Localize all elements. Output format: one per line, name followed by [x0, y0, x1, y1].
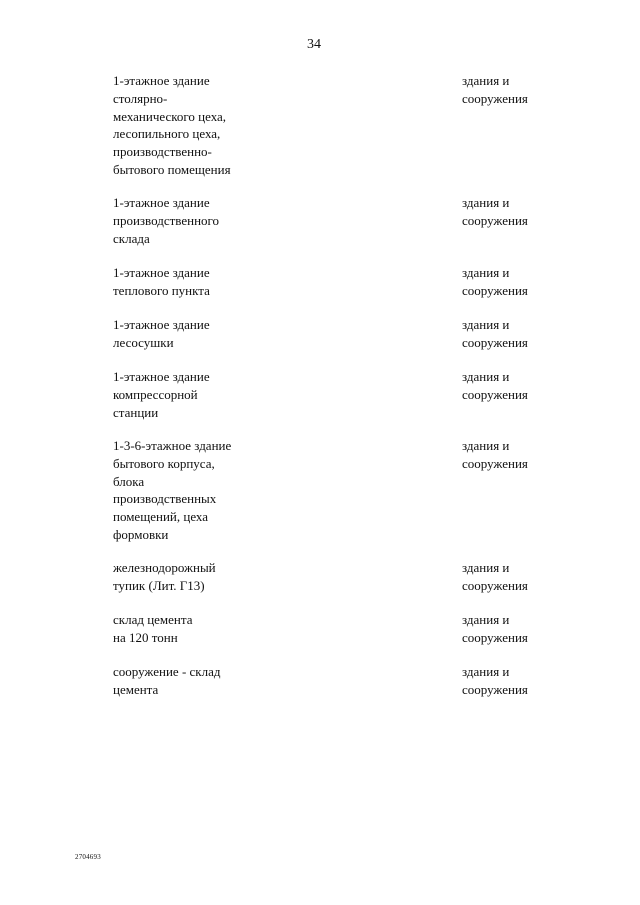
building-category: здания и сооружения: [462, 612, 528, 645]
building-name: 1-3-6-этажное здание бытового корпуса, блока производственных помещений, цеха формовки: [113, 438, 232, 542]
building-name: 1-этажное здание теплового пункта: [113, 265, 210, 298]
building-category: здания и сооружения: [462, 265, 528, 298]
building-name: сооружение - склад цемента: [113, 664, 221, 697]
building-category: здания и сооружения: [462, 73, 528, 106]
building-category: здания и сооружения: [462, 317, 528, 350]
building-name: железнодорожный тупик (Лит. Г13): [113, 560, 216, 593]
building-name: 1-этажное здание производственного склада: [113, 195, 220, 246]
building-category: здания и сооружения: [462, 438, 528, 471]
building-category: здания и сооружения: [462, 369, 528, 402]
document-id: 2704693: [75, 853, 101, 861]
building-name: склад цемента на 120 тонн: [113, 612, 193, 645]
building-category: здания и сооружения: [462, 560, 528, 593]
building-category: здания и сооружения: [462, 195, 528, 228]
building-category: здания и сооружения: [462, 664, 528, 697]
building-name: 1-этажное здание компрессорной станции: [113, 369, 210, 420]
page-number: 34: [307, 37, 321, 52]
building-name: 1-этажное здание столярно- механического цеха, лесопильного цеха, производственно- бытового помещения: [113, 73, 231, 177]
building-name: 1-этажное здание лесосушки: [113, 317, 210, 350]
